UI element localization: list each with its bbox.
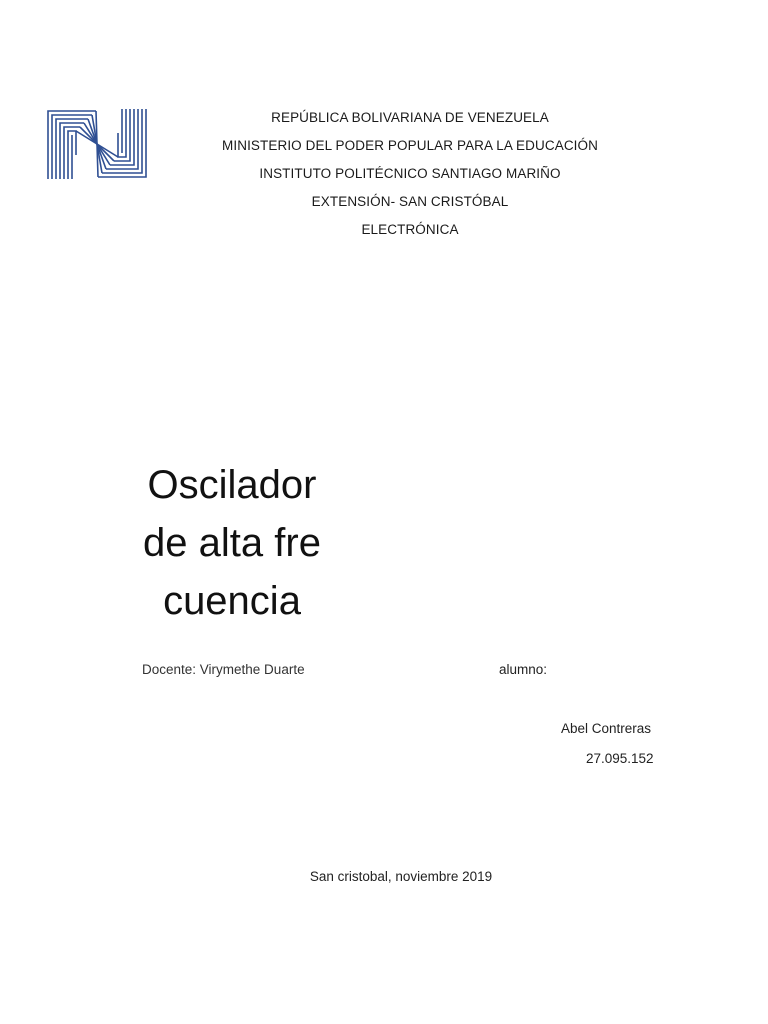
student-name: Abel Contreras [561, 721, 652, 736]
header-institute: INSTITUTO POLITÉCNICO SANTIAGO MARIÑO [259, 166, 561, 181]
student-id: 27.095.152 [586, 751, 654, 766]
header-country: REPÚBLICA BOLIVARIANA DE VENEZUELA [271, 110, 549, 125]
teacher-name: Docente: Virymethe Duarte [142, 662, 305, 677]
document-title: Oscilador de alta frecuencia [143, 463, 321, 623]
student-label: alumno: [499, 662, 548, 677]
header-department: ELECTRÓNICA [361, 222, 459, 237]
header-extension: EXTENSIÓN- SAN CRISTÓBAL [311, 194, 509, 209]
place-date: San cristobal, noviembre 2019 [309, 869, 493, 884]
header-ministry: MINISTERIO DEL PODER POPULAR PARA LA EDUCACIÓN [222, 138, 598, 153]
institution-logo-icon [46, 109, 148, 179]
